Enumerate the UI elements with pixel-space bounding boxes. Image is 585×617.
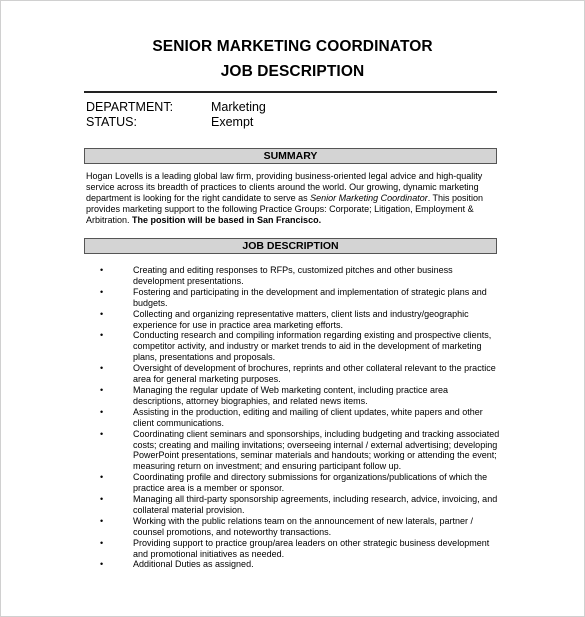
bullet-icon: • (100, 537, 104, 548)
summary-text-italic: Senior Marketing Coordinator (310, 192, 428, 203)
bullet-icon: • (100, 406, 104, 417)
list-item: • Coordinating client seminars and sponsorships, including budgeting and tracking associated costs; creating and mailing invitations; overseeing internal / external advertising; developing PowerPoint presentations, seminar materials and handouts; working or attending the event; measuring return on investment; and ensuring participant follow up. (100, 428, 500, 472)
bullet-icon: • (100, 384, 104, 395)
list-item: • Providing support to practice group/area leaders on other strategic business development and promotional initiatives as needed. (100, 537, 490, 559)
job-description-heading: JOB DESCRIPTION (84, 238, 497, 254)
bullet-icon: • (100, 286, 104, 297)
list-item: • Creating and editing responses to RFPs, customized pitches and other business development presentations. (100, 265, 453, 286)
summary-text-2: . This position provides marketing support to the following Practice Groups: Corporate; Litigation, Employment & Arbitration. (86, 192, 484, 225)
department-row (86, 100, 266, 115)
status-label: STATUS: (86, 115, 137, 129)
bullet-icon: • (100, 330, 104, 341)
list-item: • Conducting research and compiling information regarding existing and prospective clients, competitor activity, and industry or market trends to aid in the development of marketing plans, presentations and proposals. (100, 330, 492, 363)
list-item: • Additional Duties as assigned. (100, 559, 254, 570)
bullet-icon: • (100, 472, 104, 483)
list-item: • Fostering and participating in the development and implementation of strategic plans and budgets. (100, 286, 487, 308)
list-item: • Coordinating profile and directory submissions for organizations/publications of which the practice area is a member or sponsor. (100, 472, 488, 494)
list-item: • Working with the public relations team on the announcement of new laterals, partner / counsel promotions, and noteworthy transactions. (100, 515, 474, 537)
list-item: • Assisting in the production, editing and mailing of client updates, white papers and other client communications. (100, 406, 483, 428)
list-item: • Collecting and organizing representative matters, client lists and industry/geographic experience for use in practice area marketing efforts. (100, 308, 469, 330)
header-divider (84, 91, 497, 93)
bullet-icon: • (100, 308, 104, 319)
bullet-icon: • (100, 515, 104, 526)
bullet-icon: • (100, 363, 104, 374)
bullet-icon: • (100, 494, 104, 505)
bullet-icon: • (100, 265, 104, 275)
summary-heading: SUMMARY (84, 148, 497, 164)
department-label: DEPARTMENT: (86, 100, 174, 114)
status-value: Exempt (211, 115, 254, 129)
list-item: • Oversight of development of brochures, reprints and other collateral relevant to the practice area for general marketing purposes. (100, 363, 496, 385)
duties-list (100, 265, 500, 570)
list-item: • Managing the regular update of Web marketing content, including practice area descriptions, attorney biographies, and related news items. (100, 384, 449, 406)
status-row (86, 115, 253, 130)
page-title: SENIOR MARKETING COORDINATOR (152, 38, 433, 55)
summary-text-1: Hogan Lovells is a leading global law firm, providing business-oriented legal advice and high-quality service across its breadth of practices to clients around the world. Our growing, dynamic marketing department is looking for the right candidate to serve as (86, 171, 483, 203)
bullet-icon: • (100, 428, 104, 439)
bullet-icon: • (100, 559, 104, 570)
summary-text-bold: The position will be based in San Francisco. (132, 214, 322, 225)
list-item: • Managing all third-party sponsorship agreements, including research, advice, invoicing, and collateral material provision. (100, 494, 498, 515)
summary-paragraph (86, 171, 498, 226)
page-subtitle: JOB DESCRIPTION (220, 63, 365, 80)
department-value: Marketing (211, 100, 266, 114)
